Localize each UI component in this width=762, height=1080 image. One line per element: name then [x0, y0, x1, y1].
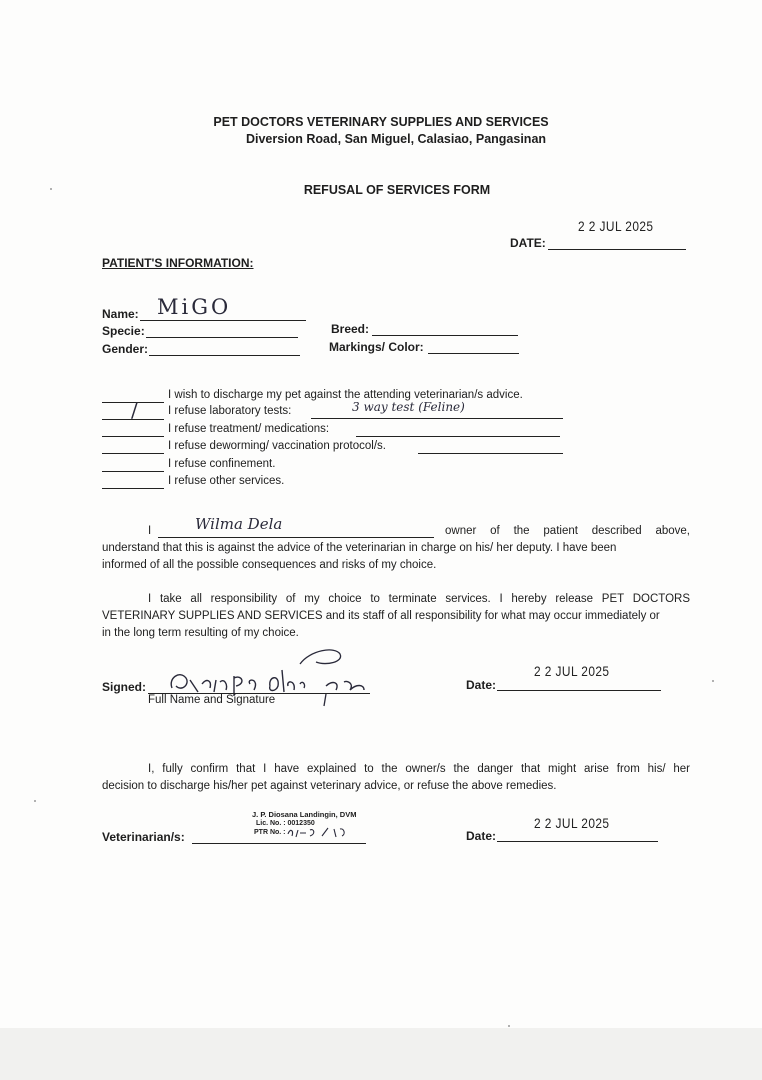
date-stamp-vet: 2 2 JUL 2025 [534, 815, 610, 831]
treatment-field[interactable] [356, 436, 560, 437]
confirm-line1: I, fully confirm that I have explained to the owner/s the danger that might arise from his/ her [148, 763, 690, 775]
scan-speck [712, 680, 714, 682]
deworming-field[interactable] [418, 453, 563, 454]
specie-label: Specie: [102, 324, 145, 338]
vet-stamp-name: J. P. Diosana Landingin, DVM [252, 810, 357, 819]
option-check-4[interactable] [102, 453, 164, 454]
responsibility-line3: in the long term resulting of my choice. [102, 627, 299, 639]
breed-field[interactable] [372, 335, 518, 336]
markings-label: Markings/ Color: [329, 340, 424, 354]
responsibility-line1: I take all responsibility of my choice to terminate services. I hereby release PET DOCTORS [148, 593, 690, 605]
signature-caption: Full Name and Signature [148, 694, 276, 706]
statement-line1-rest: owner of the patient described above, [445, 525, 690, 537]
option-text-4: I refuse deworming/ vaccination protocol/s. [168, 440, 386, 452]
specie-field[interactable] [146, 337, 298, 338]
option-detail-2: 3 way test (Feline) [352, 400, 465, 414]
vet-ptr-handwritten-number [284, 824, 348, 840]
date-stamp-top: 2 2 JUL 2025 [578, 218, 654, 234]
scan-speck [508, 1025, 510, 1027]
confirm-line2: decision to discharge his/her pet against veterinary advice, or refuse the above remedies. [102, 780, 557, 792]
name-field[interactable] [140, 320, 306, 321]
option-text-6: I refuse other services. [168, 475, 285, 487]
statement-line2: understand that this is against the advice of the veterinarian in charge on his/ her deputy. I have been [102, 542, 617, 554]
breed-label: Breed: [331, 322, 370, 336]
patient-section-title: PATIENT'S INFORMATION: [102, 256, 254, 270]
scan-bottom-edge [0, 1028, 762, 1080]
lab-tests-field[interactable] [311, 418, 563, 419]
owner-name-handwritten: Wilma Dela [195, 515, 283, 533]
name-label: Name: [102, 307, 139, 321]
vet-stamp-ptr: PTR No. : [254, 829, 286, 836]
option-check-5[interactable] [102, 471, 164, 472]
name-handwritten: MiGO [157, 295, 232, 319]
scan-speck [34, 800, 36, 802]
markings-field[interactable] [428, 353, 519, 354]
option-mark-2: / [131, 398, 138, 422]
statement-line3: informed of all the possible consequences and risks of my choice. [102, 559, 437, 571]
option-text-5: I refuse confinement. [168, 458, 276, 470]
vet-label: Veterinarian/s: [102, 830, 185, 844]
date-line-top[interactable] [548, 249, 686, 250]
vet-signature-field[interactable] [192, 843, 366, 844]
date-stamp-signed: 2 2 JUL 2025 [534, 663, 610, 679]
form-title: REFUSAL OF SERVICES FORM [303, 183, 491, 197]
company-address: Diversion Road, San Miguel, Calasiao, Pangasinan [245, 132, 547, 146]
option-check-3[interactable] [102, 436, 164, 437]
option-text-3: I refuse treatment/ medications: [168, 423, 330, 435]
gender-field[interactable] [149, 355, 300, 356]
scan-speck [50, 188, 52, 190]
option-check-6[interactable] [102, 488, 164, 489]
option-text-2: I refuse laboratory tests: [168, 405, 292, 417]
date-line-signed[interactable] [497, 690, 661, 691]
date-label-vet: Date: [466, 829, 497, 843]
responsibility-line2: VETERINARY SUPPLIES AND SERVICES and its staff of all responsibility for what may occur immediately or [102, 610, 660, 622]
company-name: PET DOCTORS VETERINARY SUPPLIES AND SERVICES [213, 115, 549, 129]
signed-label: Signed: [102, 680, 146, 694]
date-label-signed: Date: [466, 678, 497, 692]
gender-label: Gender: [102, 342, 149, 356]
owner-name-field[interactable] [158, 537, 434, 538]
vet-stamp-license: Lic. No. : 0012350 [256, 820, 315, 827]
option-text-1: I wish to discharge my pet against the attending veterinarian/s advice. [168, 389, 523, 401]
date-label-top: DATE: [510, 236, 546, 250]
date-line-vet[interactable] [497, 841, 658, 842]
statement-prefix: I [148, 525, 152, 537]
